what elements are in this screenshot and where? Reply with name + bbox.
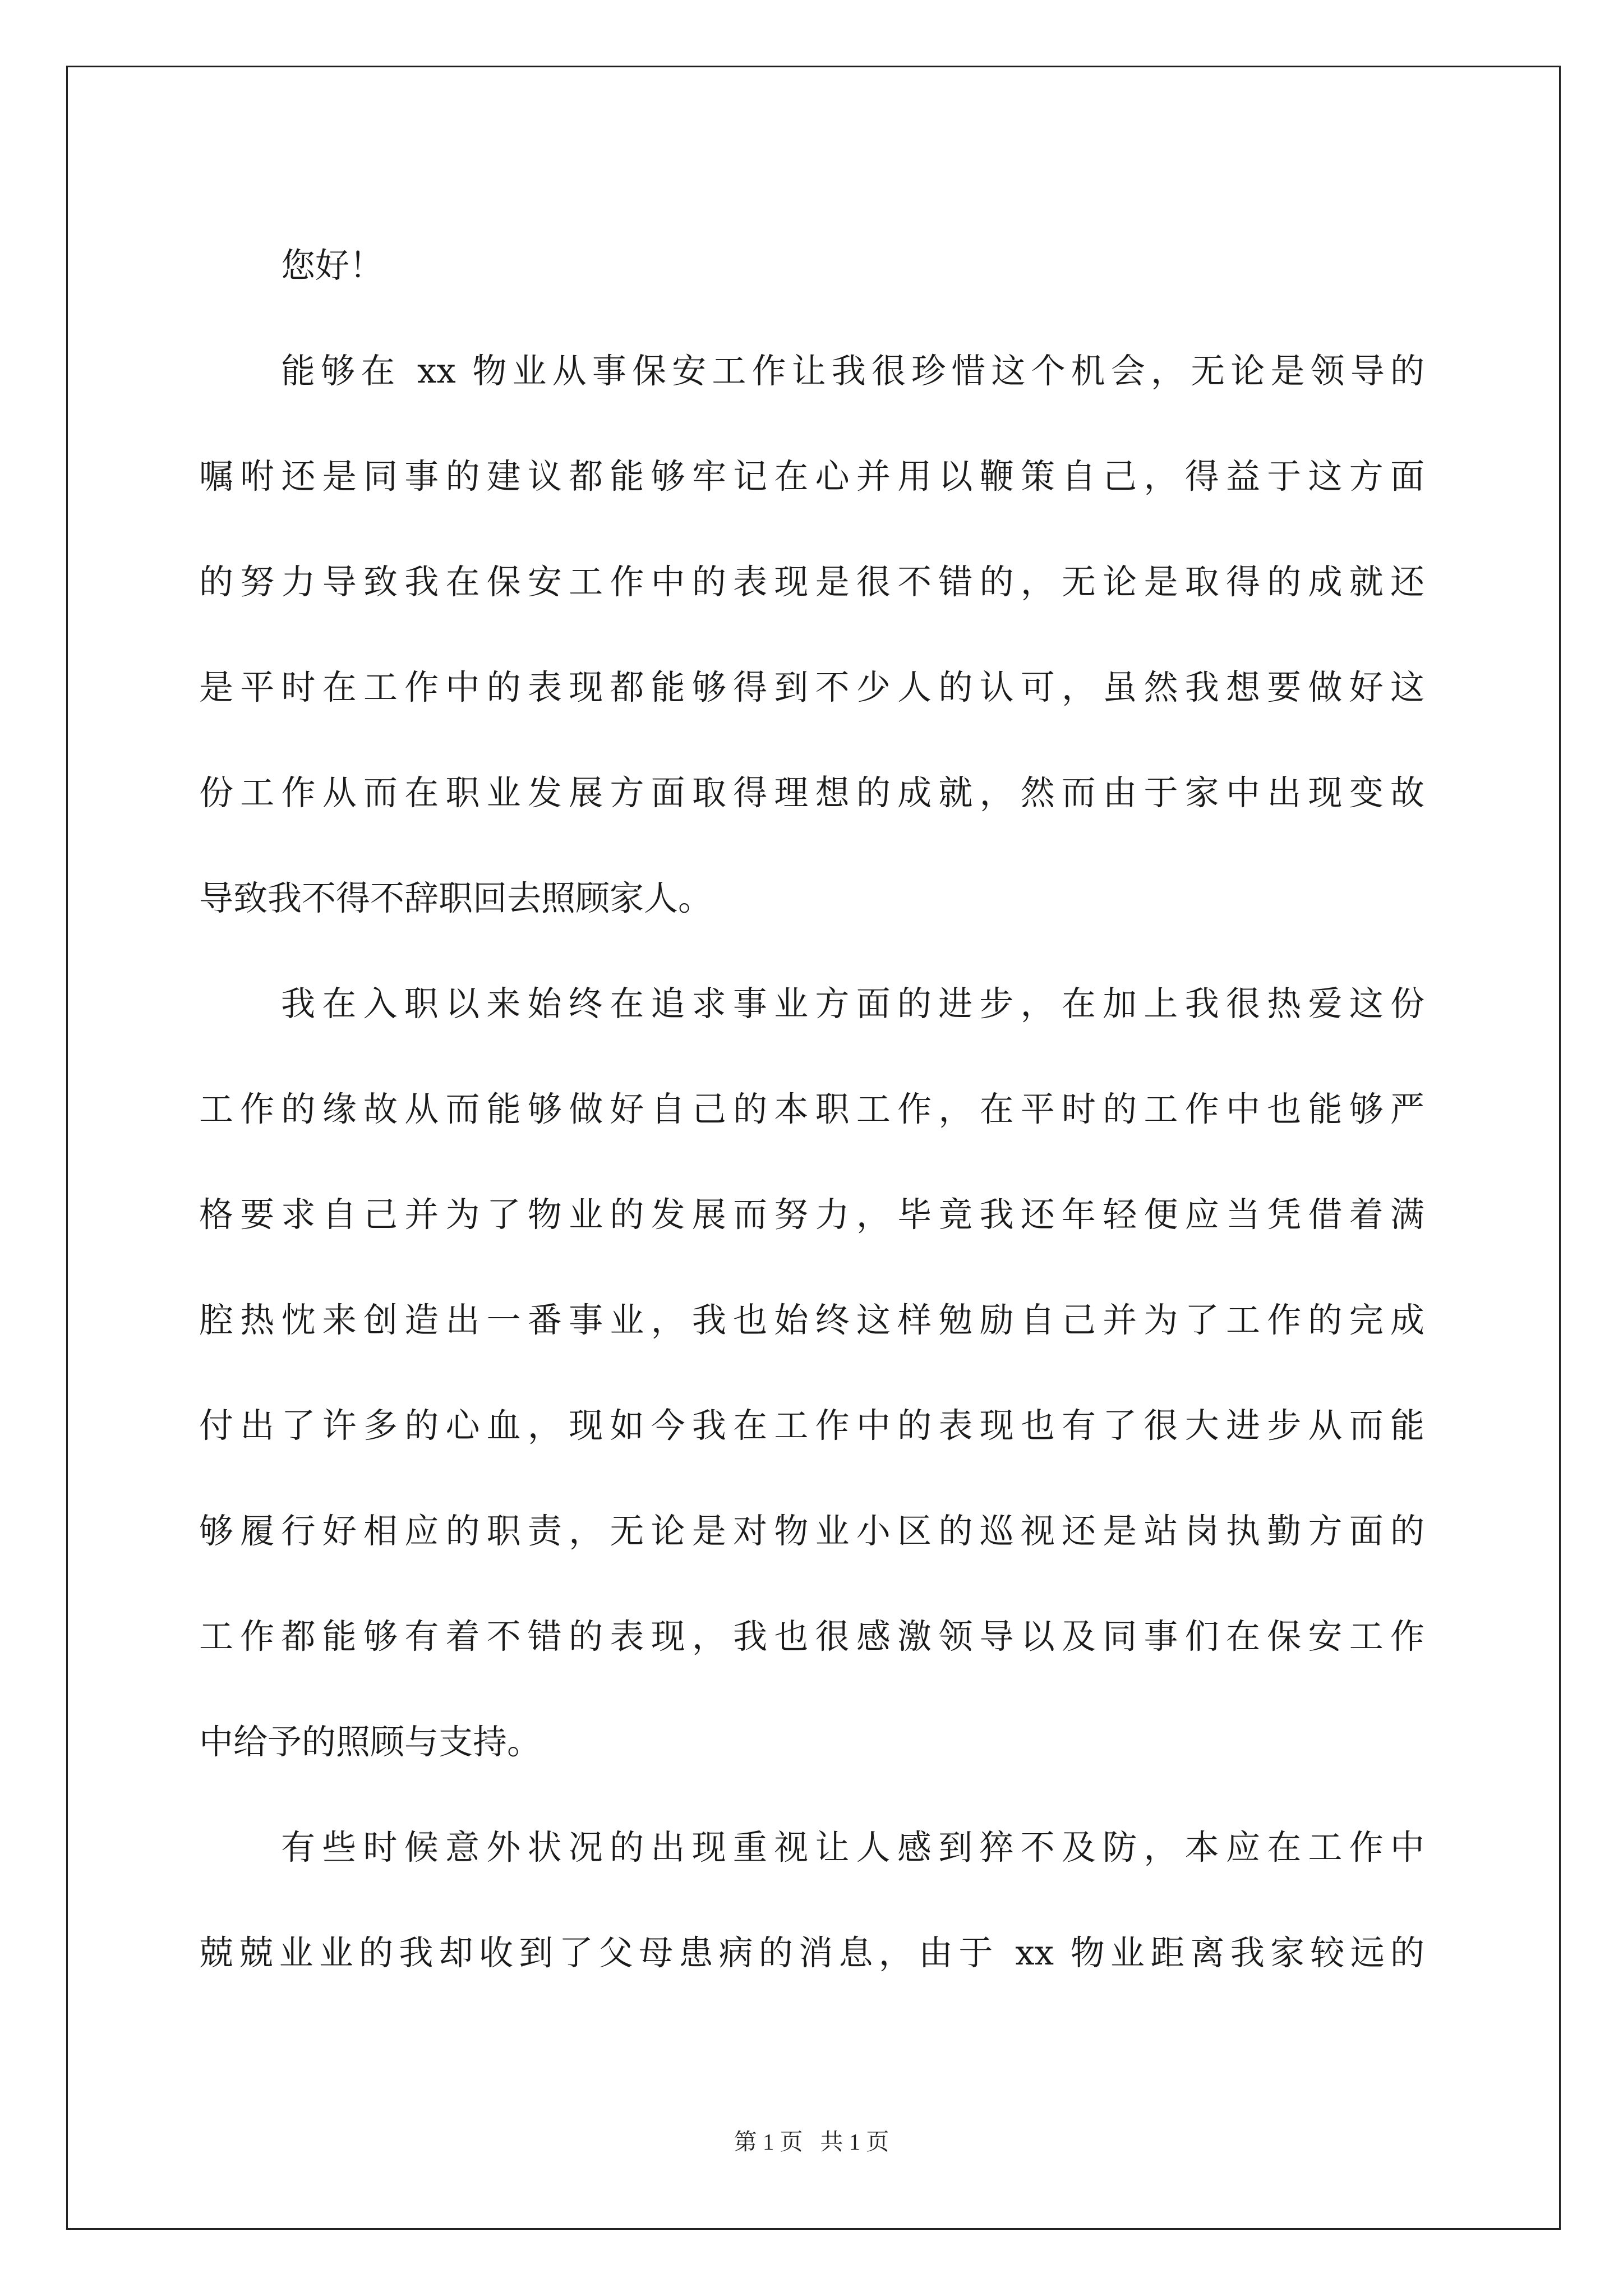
paragraph-2 [199, 951, 1424, 1795]
paragraph-line: 是平时在工作中的表现都能够得到不少人的认可，虽然我想要做好这 [199, 668, 1424, 707]
paragraph-line: 工作都能够有着不错的表现，我也很感激领导以及同事们在保安工作 [199, 1617, 1424, 1657]
paragraph-line: 能够在 xx 物业从事保安工作让我很珍惜这个机会，无论是领导的 [281, 351, 1424, 391]
paragraph-line: 格要求自己并为了物业的发展而努力，毕竟我还年轻便应当凭借着满 [199, 1195, 1424, 1235]
paragraph-3 [199, 1795, 1424, 2006]
paragraph-line: 兢兢业业的我却收到了父母患病的消息，由于 xx 物业距离我家较远的 [199, 1933, 1424, 1973]
paragraph-line: 我在入职以来始终在追求事业方面的进步，在加上我很热爱这份 [281, 984, 1424, 1024]
paragraph-line: 的努力导致我在保安工作中的表现是很不错的，无论是取得的成就还 [199, 562, 1424, 602]
paragraph-line: 工作的缘故从而能够做好自己的本职工作，在平时的工作中也能够严 [199, 1089, 1424, 1129]
greeting: 您好！ [281, 246, 384, 286]
letter-body [199, 213, 1424, 2006]
paragraph-line: 够履行好相应的职责，无论是对物业小区的巡视还是站岗执勤方面的 [199, 1511, 1424, 1551]
paragraph-1 [199, 319, 1424, 951]
page-number-footer: 第 1 页 共 1 页 [734, 2129, 889, 2155]
paragraph-line: 份工作从而在职业发展方面取得理想的成就，然而由于家中出现变故 [199, 773, 1424, 813]
paragraph-line: 导致我不得不辞职回去照顾家人。 [199, 878, 713, 918]
paragraph-line: 嘱咐还是同事的建议都能够牢记在心并用以鞭策自己，得益于这方面 [199, 457, 1424, 496]
paragraph-line: 付出了许多的心血，现如今我在工作中的表现也有了很大进步从而能 [199, 1406, 1424, 1446]
paragraph-line: 中给予的照顾与支持。 [199, 1722, 542, 1762]
paragraph-line: 腔热忱来创造出一番事业，我也始终这样勉励自己并为了工作的完成 [199, 1300, 1424, 1340]
paragraph-line: 有些时候意外状况的出现重视让人感到猝不及防，本应在工作中 [281, 1828, 1424, 1867]
